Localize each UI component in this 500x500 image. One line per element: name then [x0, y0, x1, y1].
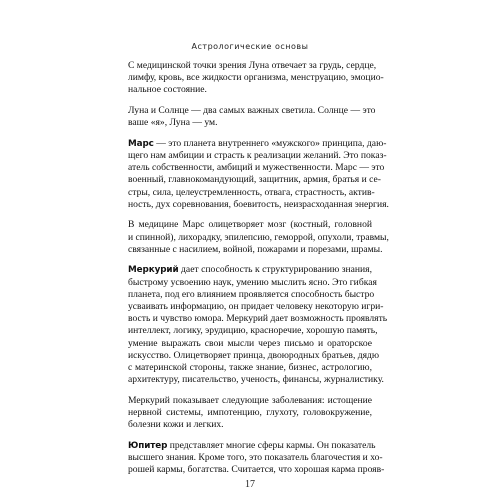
- paragraph-jupiter: [128, 439, 385, 477]
- text-line: щего нам амбиции и страсть к реализации желаний. Это показ-: [128, 150, 387, 161]
- text-line: усваивать информацию, он придает человеку некоторую игри-: [128, 301, 384, 313]
- text-line: ваше «я», Луна — ум.: [128, 117, 218, 129]
- text-line: вость и чувство юмора. Меркурий дает возможность проявлять: [128, 313, 388, 325]
- paragraph-moon-medicine: [128, 60, 384, 97]
- paragraph-mercury-diseases: [128, 395, 372, 432]
- paragraph-mars-medicine: [128, 219, 389, 256]
- text-line: [128, 439, 376, 452]
- text-line: В медицине Марс олицетворяет мозг (костный, головной: [128, 219, 372, 231]
- text-line: связанные с насилием, войной, пожарами и порезами, шрамы.: [128, 243, 383, 255]
- term-jupiter: Юпитер: [128, 440, 168, 451]
- text-fragment: дает способность к структурированию знания,: [178, 264, 372, 276]
- term-mercury: Меркурий: [128, 265, 179, 276]
- text-line: Меркурий показывает следующие заболевания: истощение: [128, 394, 372, 406]
- text-line: планета, под его влиянием проявляется способность быстро: [128, 288, 375, 300]
- text-line: и спинной), лихорадку, эпилепсию, геморрой, опухоли, травмы,: [128, 231, 389, 243]
- text-line: умение выражать свои мысли через письмо и ораторское: [128, 337, 372, 349]
- text-line: быстрому усвоению наук, умению мыслить ясно. Это гибкая: [128, 276, 377, 288]
- running-head: Астрологические основы: [191, 42, 309, 51]
- paragraph-mars: [128, 137, 389, 211]
- text-line: рошей кармы, богатства. Считается, что хорошая карма прояв-: [128, 464, 385, 476]
- text-line: стры, сила, целеустремленность, отвага, страстность, актив-: [128, 186, 375, 198]
- text-line: ность, дух соревнования, боевитость, неизрасходанная энергия.: [128, 198, 389, 210]
- text-line: [128, 137, 387, 150]
- term-mars: Марс: [128, 138, 154, 149]
- text-line: искусство. Олицетворяет принца, двоюродных братьев, дядю: [128, 349, 380, 361]
- text-line: архитектуру, писательство, ученость, финансы, журналистику.: [128, 374, 384, 386]
- text-line: С медицинской точки зрения Луна отвечает за грудь, сердце,: [128, 60, 377, 71]
- text-line: Луна и Солнце — два самых важных светила. Солнце — это: [128, 105, 376, 116]
- paragraph-luminaries: [128, 105, 376, 129]
- text-line: нервной системы, импотенцию, глухоту, головокружение,: [128, 407, 372, 419]
- text-line: атель собственности, амбиций и мужественности. Марс — это: [128, 162, 385, 174]
- text-line: интеллект, логику, эрудицию, красноречие, хорошую память,: [128, 325, 378, 337]
- text-line: с материнской стороны, также знание, бизнес, астрологию,: [128, 362, 372, 374]
- text-fragment: представляет многие сферы кармы. Он показатель: [167, 439, 376, 451]
- body-text: [128, 60, 389, 485]
- text-line: военный, главнокомандующий, защитник, армия, братья и се-: [128, 174, 381, 186]
- paragraph-mercury: [128, 264, 388, 386]
- text-line: высшего знания. Кроме того, это показатель благочестия и хо-: [128, 452, 383, 464]
- text-fragment: — это планета внутреннего «мужского» принципа, даю-: [153, 137, 387, 149]
- text-line: лимфу, кровь, все жидкости организма, менструацию, эмоцио-: [128, 72, 384, 84]
- text-line: [128, 264, 372, 276]
- page-number: 17: [245, 479, 255, 490]
- text-line: болезни кожи и легких.: [128, 419, 224, 431]
- text-line: нальное состояние.: [128, 84, 207, 96]
